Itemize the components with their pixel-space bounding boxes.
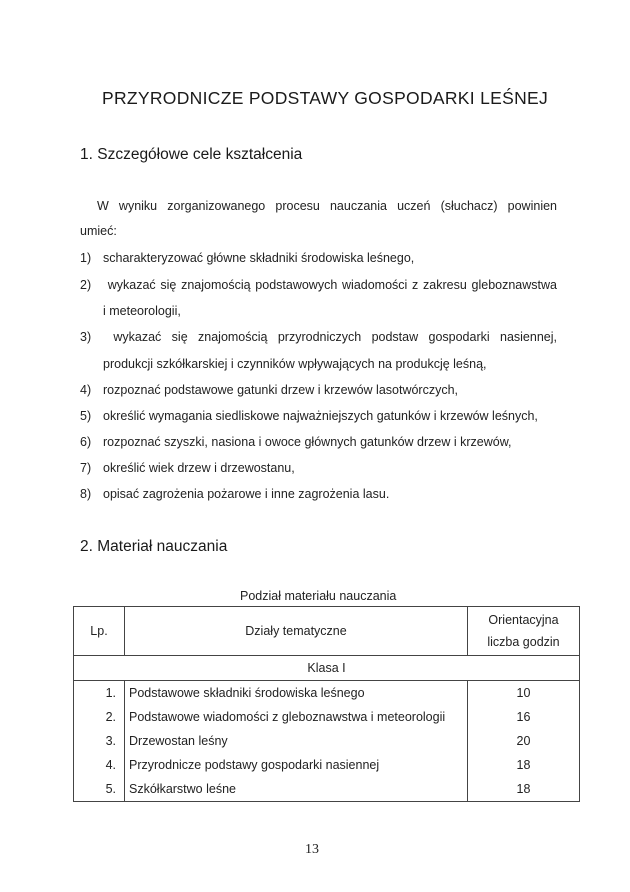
list-item: 3) wykazać się znajomością przyrodniczych podstaw gospodarki nasiennej,	[80, 330, 557, 344]
intro-text-cont: umieć:	[80, 224, 117, 238]
cell-lp: 2.	[74, 705, 125, 729]
list-item-cont: i meteorologii,	[103, 304, 181, 318]
cell-hours: 16	[468, 705, 580, 729]
list-item-cont: produkcji szkółkarskiej i czynników wpływających na produkcję leśną,	[103, 357, 487, 371]
list-item: 6) rozpoznać szyszki, nasiona i owoce głównych gatunków drzew i krzewów,	[80, 435, 512, 449]
list-item: 2) wykazać się znajomością podstawowych wiadomości z zakresu gleboznawstwa	[80, 278, 557, 292]
section-heading-material: 2. Materiał nauczania	[80, 538, 228, 555]
cell-topic: Drzewostan leśny	[125, 729, 468, 753]
table-row	[74, 681, 580, 706]
page-title: PRZYRODNICZE PODSTAWY GOSPODARKI LEŚNEJ	[102, 88, 549, 108]
cell-hours: 20	[468, 729, 580, 753]
table-row	[74, 777, 580, 802]
list-item: 1) scharakteryzować główne składniki środowiska leśnego,	[80, 251, 415, 265]
cell-lp: 5.	[74, 777, 125, 802]
cell-topic: Podstawowe wiadomości z gleboznawstwa i meteorologii	[125, 705, 468, 729]
header-topic: Działy tematyczne	[125, 607, 468, 656]
header-lp: Lp.	[74, 607, 125, 656]
header-hours: Orientacyjna liczba godzin	[468, 607, 580, 656]
table-row	[74, 729, 580, 753]
list-item: 4) rozpoznać podstawowe gatunki drzew i krzewów lasotwórczych,	[80, 383, 459, 397]
intro-text: W wyniku zorganizowanego procesu nauczania uczeń (słuchacz) powinien	[97, 199, 557, 213]
cell-lp: 3.	[74, 729, 125, 753]
section-heading-objectives: 1. Szczegółowe cele kształcenia	[80, 146, 303, 163]
cell-hours: 18	[468, 753, 580, 777]
material-table	[73, 606, 580, 802]
list-item: 8) opisać zagrożenia pożarowe i inne zagrożenia lasu.	[80, 487, 390, 501]
table-group-row	[74, 656, 580, 681]
cell-topic: Szkółkarstwo leśne	[125, 777, 468, 802]
list-item: 5) określić wymagania siedliskowe najważniejszych gatunków i krzewów leśnych,	[80, 409, 538, 423]
table-row	[74, 753, 580, 777]
cell-topic: Podstawowe składniki środowiska leśnego	[125, 681, 468, 706]
cell-hours: 10	[468, 681, 580, 706]
group-label: Klasa I	[74, 656, 580, 681]
table-row	[74, 705, 580, 729]
table-header-row	[74, 607, 580, 656]
page-number: 13	[305, 842, 319, 857]
list-item: 7) określić wiek drzew i drzewostanu,	[80, 461, 295, 475]
cell-lp: 4.	[74, 753, 125, 777]
cell-topic: Przyrodnicze podstawy gospodarki nasiennej	[125, 753, 468, 777]
table-caption: Podział materiału nauczania	[240, 589, 397, 603]
cell-hours: 18	[468, 777, 580, 802]
cell-lp: 1.	[74, 681, 125, 706]
